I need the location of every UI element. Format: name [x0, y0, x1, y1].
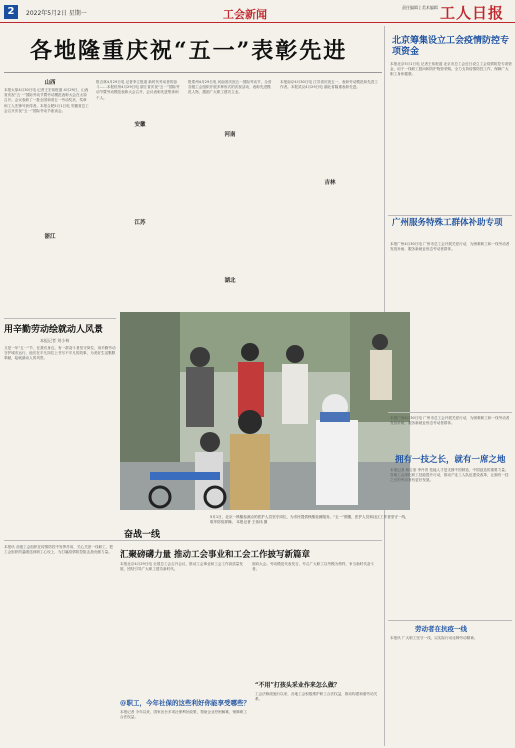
- province-heading-zhejiang: 浙江: [44, 234, 56, 240]
- bottom-middle-text: 本报北京4月29日电 全国总工会召开会议，推动工会事业和工会工作高质量发展，团结引导广大职工建功新时代。: [120, 562, 243, 572]
- right-box-2-title: 广州服务特殊工群体补助专项: [392, 218, 503, 228]
- bottom-middle-text-2: 面向大会。劳动模范代表发言，号召广大职工以劳模为榜样，争当新时代奋斗者。: [252, 562, 375, 572]
- left-article-title: 用辛勤劳动绘就动人风景: [4, 325, 104, 335]
- side-intro-text: 本报广州4月30日电 广州市总工会开展关爱行动，为困难职工和一线劳动者发放补助，服务新就业形态劳动者群体。: [390, 416, 510, 426]
- province-heading-anhui: 安徽: [134, 122, 146, 128]
- page-number: 2: [4, 5, 18, 19]
- bottom-divider: [4, 540, 382, 541]
- right-box-1-title: 北京筹集设立工会疫情防控专项资金: [392, 36, 510, 57]
- issue-date: 2022年5月2日 星期一: [26, 10, 87, 17]
- edition-info: 责任编辑 | 美术编辑: [402, 5, 438, 10]
- province-heading-henan: 河南: [224, 132, 236, 138]
- side-divider-1: [388, 412, 512, 413]
- side-article-1-title: 拥有一技之长，就有一席之地: [395, 455, 506, 465]
- article-column-4: 本报南京4月30日电 江苏省庆祝五一，表彰劳动模范和先进工作者。本报武汉4月29日电 湖北省隆重表彰先进。: [280, 80, 378, 90]
- bottom-middle-title: 汇聚磅礴力量 推动工会事业和工会工作披写新篇章: [120, 550, 310, 560]
- article-column-3: 报郑州4月29日电 河南省庆祝五一国际劳动节，全省各级工会组织开展多种形式的庆祝活动，表彰先进模范人物，激励广大职工建功立业。: [188, 80, 272, 95]
- photo-caption-title: 奋战一线: [124, 530, 161, 540]
- province-heading-jilin: 吉林: [324, 180, 336, 186]
- left-article-divider: [4, 318, 116, 319]
- news-photo: [120, 312, 410, 510]
- province-heading-hubei: 湖北: [224, 278, 236, 284]
- bottom-middle2-text: 本报记者 今年以来，国家出台多项社保利好政策，帮助企业纾困解难，保障职工合法权益。: [120, 710, 247, 720]
- side-article-2-text: 本报讯 广大职工坚守一线，以实际行动诠释劳动精神。: [390, 636, 478, 640]
- bottom-right-title: “不用”打孩头采业作来怎么做？: [255, 682, 340, 689]
- article-column-1: 本报太原4月30日电 记者王宏伟报道 4月29日，山西省庆祝“五一”国际劳动节暨劳动模范表彰大会在太原召开。会议表彰了一批全国和省五一劳动奖状、奖章和工人先锋号获得者。本报合肥5月1日电 安徽省总工会召开庆祝“五一”国际劳动节座谈会。: [4, 88, 89, 113]
- right-box-divider: [388, 215, 512, 216]
- photo-illustration: [120, 312, 410, 510]
- header-divider: [0, 22, 515, 23]
- article-column-2: 报吉林4月29日电 记者李立报道 新时代劳动者的奋斗……本报杭州4月29日电 浙江省庆祝“五一”国际劳动节暨劳动模范表彰大会召开，会议表彰先进集体和个人。: [96, 80, 180, 100]
- right-box-2-text: 本报广州4月30日电 广州市总工会开展关爱行动，为困难职工和一线劳动者发放补助，服务新就业形态劳动者群体。: [390, 242, 510, 252]
- left-article-author: 本报记者 刘小林: [40, 338, 70, 343]
- bottom-right-text: 工会法修改施行以来，各地工会积极维护职工合法权益，推动构建和谐劳动关系。: [255, 692, 378, 702]
- province-heading-jiangsu: 江苏: [134, 220, 146, 226]
- side-article-2-title: 劳动者在抗疫一线: [415, 625, 467, 633]
- right-box-1-text: 本报北京5月1日电 记者王伟报道 北京市总工会近日设立工会疫情防控专项资金，用于一线职工慰问和防护物资采购，全力支持疫情防控工作，保障广大职工身体健康。: [390, 62, 512, 77]
- side-article-1-text: 本报记者 杨召奎 李丹青 技能人才是支撑中国制造、中国创造的重要力量。各地工会深化职工技能提升行动，推动产业工人队伍建设改革，让拥有一技之长的劳动者有更好发展。: [390, 468, 509, 483]
- photo-caption-text: 5月1日，北京一核酸检测点的医护人员坚守岗位，为市民提供核酸检测服务。“五一”假期，医护人员和社区工作者坚守一线，筑牢防疫屏障。 本报记者 王伟伟 摄: [210, 515, 409, 524]
- main-headline: 各地隆重庆祝“五一”表彰先进: [30, 38, 348, 64]
- newspaper-logo: 工人日报: [440, 4, 505, 22]
- left-article-text: 又是一年“五一”节，在我们身边，有一群奋斗者坚守岗位，用辛勤劳动守护城市运行，他们在平凡岗位上书写不平凡的故事，为美好生活默默奉献，绘就最动人的风景。: [4, 346, 116, 361]
- section-title: 工会新闻: [223, 8, 267, 21]
- province-heading-shanxi: 山西: [44, 80, 56, 86]
- side-divider-2: [388, 620, 512, 621]
- headline-divider: [4, 72, 382, 73]
- bottom-middle2-title: @职工，今年社保的这些利好你能享受哪些？: [120, 699, 250, 707]
- bottom-left-text: 本报讯 各级工会组织在疫情防控中发挥作用，关心关爱一线职工，把工会组织的温暖送到职工心坎上，为打赢疫情防控阻击战贡献力量。: [4, 545, 113, 555]
